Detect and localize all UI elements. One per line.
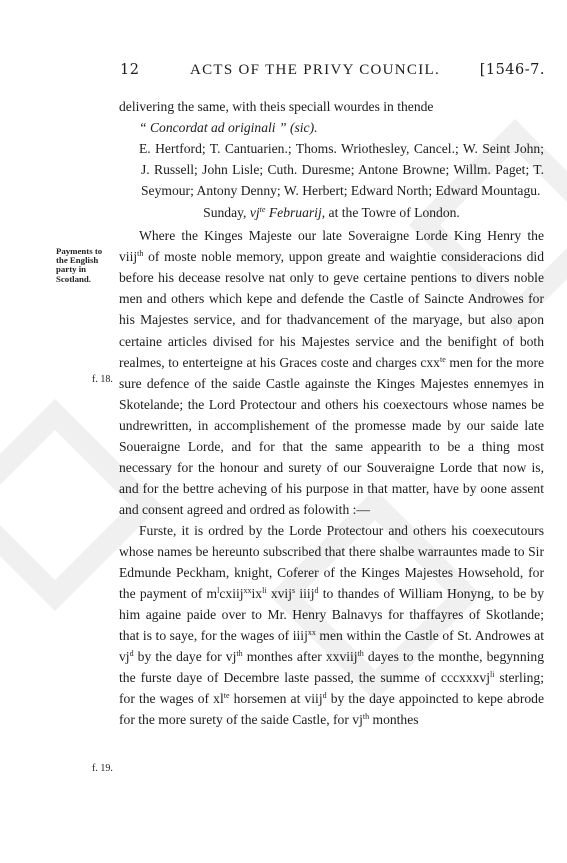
- paragraph-1: Where the Kinges Majeste our late Soveraigne Lorde King Henry the viij$^{th}$ of moste noble memory, uppon greate and waightie consideracions did before his decease resolve nat only to geve certaine pentions to divers noble men and others which kepe and defende the Castle of Saincte Androwes for his Majestes service, and for thadvancement of the maryage, but also apon certaine articles divised for his Majestes service and the benifight of both realmes, to enterteigne at his Graces coste and charges cxx$^{te}$ men for the more sure defence of the saide Castle againste the Kinges Majestes ennemyes in Skotelande; the Lord Protectour and others his coexectours whose names be undrewritten, in accomplishement of the promesse made by our saide late Soueraigne Lorde, and for that the same appearith to be a thing most necessary for the honour and surety of our Souveraigne Lorde that now is, and for the bettre acheving of his purpose in that matter, have by oone assent and consent agreed and ordred as folowith :—: [119, 228, 544, 517]
- body-text: [119, 96, 544, 730]
- page-number: 12: [120, 62, 140, 78]
- intro-quote: “ Concordat ad originali ” (sic).: [139, 120, 318, 136]
- header-title: ACTS OF THE PRIVY COUNCIL.: [189, 62, 441, 78]
- date-line: Sunday, $vj^{te}$ Februarij, at the Towre of London.: [203, 205, 460, 221]
- running-header: [120, 62, 545, 82]
- signers-list: E. Hertford; T. Cantuarien.; Thoms. Wriothesley, Cancel.; W. Seint John; J. Russell; John Lisle; Cuth. Duresme; Antone Browne; Willm. Paget; T. Seymour; Antony Denny; W. Herbert; Edward North; Edward Mountagu.: [139, 141, 544, 199]
- header-year: [1546-7.: [479, 62, 545, 78]
- paragraph-2: Furste, it is ordred by the Lorde Protectour and others his coexecutours whose names be hereunto subscribed that there shalbe warrauntes made to Sir Edmunde Peckham, knight, Coferer of the Kinges Majestes Howsehold, for the payment of $m^lcxiij^{xx}ix^{li}$ xvij$^s$ iiij$^d$ to thandes of William Honyng, to be by him againe paide over to Mr. Henry Balnavys for thaffayres of Skotlande; that is to saye, for the wages of iiij$^{xx}$ men within the Castle of St. Androwes at $vj^d$ by the daye for $vj^{th}$ monthes after xxviij$^{th}$ dayes to the monthe, begynning the furste daye of Decembre laste passed, the summe of cccxxxvj$^{li}$ sterling; for the wages of $xl^{te}$ horsemen at viij$^d$ by the daye appoincted to kepe abrode for the more surety of the saide Castle, for $vj^{th}$ monthes: [119, 522, 545, 728]
- folio-marker: f. 19.: [92, 763, 113, 774]
- folio-marker: f. 18.: [92, 374, 113, 385]
- margin-note: Payments to the English party in Scotland.: [56, 246, 103, 284]
- intro-line: delivering the same, with theis speciall wourdes in thende: [119, 99, 434, 114]
